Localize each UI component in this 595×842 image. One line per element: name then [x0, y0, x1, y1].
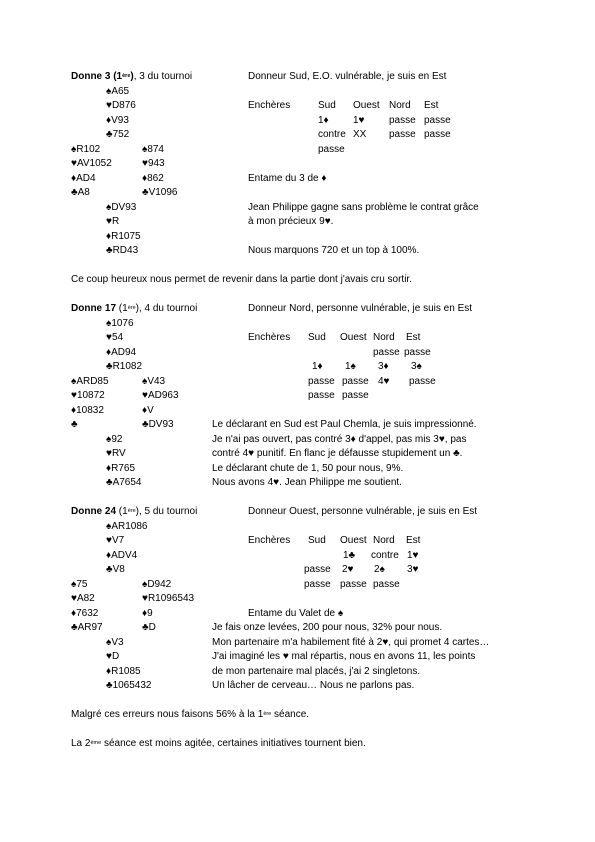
deal17-south-hearts: ♥RV: [106, 448, 126, 459]
deal17-bid: passe: [373, 347, 400, 358]
deal3-north-diamonds: ♦V93: [106, 115, 129, 126]
deal3-east-hearts: ♥943: [142, 158, 165, 169]
paragraph-3: La 2ème séance est moins agitée, certaines initiatives tournent bien.: [71, 738, 366, 749]
deal24-comment: Je fais onze levées, 200 pour nous, 32% pour nous.: [212, 622, 443, 633]
deal24-south-hearts: ♥D: [106, 651, 120, 662]
deal24-bid: passe: [304, 564, 331, 575]
deal24-east-diamonds: ♦9: [142, 608, 153, 619]
deal17-header: Donneur Nord, personne vulnérable, je suis en Est: [248, 303, 473, 314]
deal24-bid: 2♠: [374, 564, 385, 575]
deal24-west-hearts: ♥A82: [71, 593, 95, 604]
deal3-bid: passe: [318, 144, 345, 155]
deal17-north-hearts: ♥54: [106, 332, 124, 343]
deal3-west-hearts: ♥AV1052: [71, 158, 112, 169]
deal24-bid: 3♥: [407, 564, 419, 575]
deal3-comment: Jean Philippe gagne sans problème le contrat grâce: [248, 202, 479, 213]
deal17-west-clubs: ♣: [71, 419, 78, 430]
deal3-north-spades: ♠A65: [106, 86, 130, 97]
deal17-bid-head-est: Est: [406, 332, 421, 343]
deal17-comment: Le déclarant en Sud est Paul Chemla, je suis impressionné.: [212, 419, 477, 430]
deal17-bid: 1♠: [345, 361, 356, 372]
deal24-north-diamonds: ♦ADV4: [106, 550, 138, 561]
deal3-bid: passe: [424, 115, 451, 126]
deal24-bid: contre: [371, 550, 399, 561]
deal17-north-diamonds: ♦AD94: [106, 347, 137, 358]
deal3-bidding-label: Enchères: [248, 100, 291, 111]
deal3-west-diamonds: ♦AD4: [71, 173, 96, 184]
deal24-comment: Un lâcher de cerveau… Nous ne parlons pas.: [212, 680, 415, 691]
paragraph-1: Ce coup heureux nous permet de revenir dans la partie dont j'avais cru sortir.: [71, 274, 412, 285]
deal17-south-spades: ♠92: [106, 434, 123, 445]
deal24-east-hearts: ♥R1096543: [142, 593, 195, 604]
deal17-east-hearts: ♥AD963: [142, 390, 179, 401]
deal24-bid-head-sud: Sud: [308, 535, 326, 546]
deal3-bid: passe: [389, 115, 416, 126]
deal17-bid: passe: [404, 347, 431, 358]
deal17-south-clubs: ♣A7654: [106, 477, 142, 488]
deal17-bid: 1♦: [312, 361, 323, 372]
deal3-north-clubs: ♣752: [106, 129, 130, 140]
deal3-bid: passe: [389, 129, 416, 140]
deal17-east-spades: ♠V43: [142, 376, 166, 387]
deal24-bid: 2♥: [342, 564, 354, 575]
deal17-north-clubs: ♣R1082: [106, 361, 143, 372]
deal3-lead: Entame du 3 de ♦: [248, 173, 327, 184]
deal24-west-spades: ♠75: [71, 579, 88, 590]
deal3-bid: 1♥: [353, 115, 365, 126]
deal17-west-spades: ♠ARD85: [71, 376, 109, 387]
deal3-bid: contre: [318, 129, 346, 140]
deal24-comment: de mon partenaire mal placés, j'ai 2 singletons.: [212, 666, 421, 677]
deal3-east-diamonds: ♦862: [142, 173, 164, 184]
deal3-north-hearts: ♥D876: [106, 100, 136, 111]
deal17-west-diamonds: ♦10832: [71, 405, 104, 416]
deal17-north-spades: ♠1076: [106, 318, 134, 329]
deal17-bid: passe: [409, 376, 436, 387]
deal17-bidding-label: Enchères: [248, 332, 291, 343]
deal17-west-hearts: ♥10872: [71, 390, 105, 401]
deal24-lead: Entame du Valet de ♠: [248, 608, 344, 619]
deal24-comment: J'ai imaginé les ♥ mal répartis, nous en avons 11, les points: [212, 651, 476, 662]
deal17-bid: passe: [308, 390, 335, 401]
deal24-comment: Mon partenaire m'a habilement fité à 2♥, qui promet 4 cartes…: [212, 637, 490, 648]
deal24-south-diamonds: ♦R1085: [106, 666, 141, 677]
deal24-bid: passe: [373, 579, 400, 590]
deal3-bid-head-est: Est: [424, 100, 439, 111]
deal24-west-clubs: ♣AR97: [71, 622, 103, 633]
deal24-bid-head-ouest: Ouest: [340, 535, 367, 546]
paragraph-2: Malgré ces erreurs nous faisons 56% à la 1ère séance.: [71, 709, 310, 720]
deal17-bid-head-ouest: Ouest: [340, 332, 367, 343]
deal3-south-clubs: ♣RD43: [106, 245, 139, 256]
deal3-west-spades: ♠R102: [71, 144, 101, 155]
deal24-bid: passe: [304, 579, 331, 590]
deal17-bid: passe: [342, 376, 369, 387]
deal3-bid-head-sud: Sud: [318, 100, 336, 111]
deal24-north-clubs: ♣V8: [106, 564, 125, 575]
deal24-bid-head-nord: Nord: [373, 535, 395, 546]
deal3-west-clubs: ♣A8: [71, 187, 90, 198]
deal24-north-spades: ♠AR1086: [106, 521, 148, 532]
deal24-title: Donne 24 (1ère), 5 du tournoi: [71, 506, 198, 517]
deal17-south-diamonds: ♦R765: [106, 463, 136, 474]
deal24-bid-head-est: Est: [406, 535, 421, 546]
deal17-bid: passe: [342, 390, 369, 401]
deal24-west-diamonds: ♦7632: [71, 608, 99, 619]
deal3-east-clubs: ♣V1096: [142, 187, 178, 198]
deal24-header: Donneur Ouest, personne vulnérable, je suis en Est: [248, 506, 478, 517]
deal17-bid: 3♠: [411, 361, 422, 372]
deal3-header: Donneur Sud, E.O. vulnérable, je suis en Est: [248, 71, 447, 82]
deal24-south-spades: ♠V3: [106, 637, 124, 648]
deal3-south-diamonds: ♦R1075: [106, 231, 141, 242]
deal3-bid-head-nord: Nord: [389, 100, 411, 111]
deal17-comment: Je n'ai pas ouvert, pas contré 3♦ d'appel, pas mis 3♥, pas: [212, 434, 467, 445]
deal17-comment: contré 4♥ punitif. En flanc je défausse stupidement un ♣.: [212, 448, 463, 459]
deal3-bid-head-ouest: Ouest: [353, 100, 380, 111]
deal24-bidding-label: Enchères: [248, 535, 291, 546]
deal17-title: Donne 17 (1ère), 4 du tournoi: [71, 303, 198, 314]
deal17-bid: 4♥: [378, 376, 390, 387]
deal3-title: Donne 3 (1ère), 3 du tournoi: [71, 71, 193, 82]
deal17-bid-head-sud: Sud: [308, 332, 326, 343]
deal17-bid: passe: [308, 376, 335, 387]
deal17-east-diamonds: ♦V: [142, 405, 154, 416]
deal3-bid: passe: [424, 129, 451, 140]
deal3-east-spades: ♠874: [142, 144, 164, 155]
deal24-east-spades: ♠D942: [142, 579, 172, 590]
deal17-east-clubs: ♣DV93: [142, 419, 174, 430]
deal24-south-clubs: ♣1065432: [106, 680, 152, 691]
deal3-south-spades: ♠DV93: [106, 202, 137, 213]
deal24-north-hearts: ♥V7: [106, 535, 125, 546]
deal3-bid: XX: [353, 129, 367, 140]
deal24-bid: 1♣: [343, 550, 356, 561]
deal24-east-clubs: ♣D: [142, 622, 156, 633]
deal24-bid: 1♥: [407, 550, 419, 561]
deal17-bid: 3♦: [378, 361, 389, 372]
deal3-south-hearts: ♥R: [106, 216, 120, 227]
deal3-comment: Nous marquons 720 et un top à 100%.: [248, 245, 420, 256]
deal24-bid: passe: [340, 579, 367, 590]
deal3-bid: 1♦: [318, 115, 329, 126]
deal17-bid-head-nord: Nord: [373, 332, 395, 343]
deal3-comment: à mon précieux 9♥.: [248, 216, 334, 227]
deal17-comment: Le déclarant chute de 1, 50 pour nous, 9%.: [212, 463, 404, 474]
deal17-comment: Nous avons 4♥. Jean Philippe me soutient.: [212, 477, 402, 488]
